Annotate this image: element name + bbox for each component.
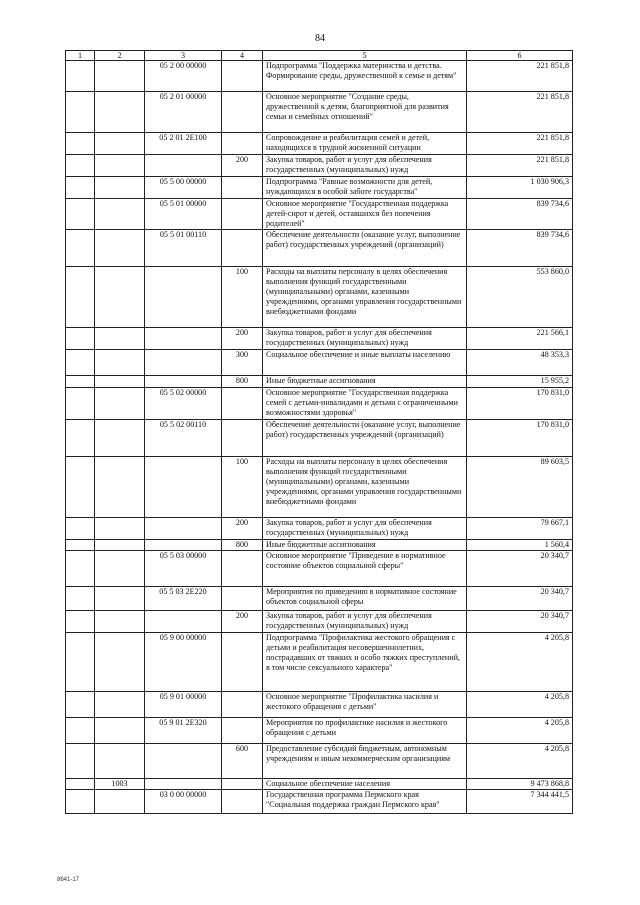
- subsection-code-cell: 1003: [95, 779, 145, 790]
- target-code-cell: 05 5 01 00110: [145, 230, 222, 267]
- target-code-cell: [145, 540, 222, 551]
- target-code-cell: 05 5 02 00000: [145, 388, 222, 420]
- subsection-code-cell: [95, 457, 145, 518]
- target-code-cell: 05 5 02 00110: [145, 420, 222, 457]
- expense-type-cell: [222, 230, 263, 267]
- expense-type-cell: [222, 587, 263, 611]
- amount-cell: 221 851,8: [467, 61, 573, 92]
- table-row: [66, 611, 573, 633]
- description-cell: Основное мероприятие "Государственная поддержка детей-сирот и детей, оставшихся без попечения родителей": [263, 199, 467, 230]
- target-code-cell: [145, 457, 222, 518]
- section-cell: [66, 633, 95, 692]
- table-body: [66, 61, 573, 814]
- description-cell: Закупка товаров, работ и услуг для обеспечения государственных (муниципальных) нужд: [263, 328, 467, 350]
- amount-cell: 20 340,7: [467, 551, 573, 587]
- amount-cell: 221 851,8: [467, 92, 573, 133]
- target-code-cell: [145, 155, 222, 177]
- budget-table: [65, 50, 573, 814]
- description-cell: Расходы на выплаты персоналу в целях обеспечения выполнения функций государственными (муниципальными) органами, казенными учреждениями, органами управления государственными внебюджетными фондами: [263, 457, 467, 518]
- expense-type-cell: 100: [222, 457, 263, 518]
- description-cell: Закупка товаров, работ и услуг для обеспечения государственных (муниципальных) нужд: [263, 518, 467, 540]
- subsection-code-cell: [95, 328, 145, 350]
- expense-type-cell: 200: [222, 611, 263, 633]
- expense-type-cell: [222, 633, 263, 692]
- header-col-6: 6: [467, 51, 573, 61]
- table-row: [66, 267, 573, 328]
- amount-cell: 221 566,1: [467, 328, 573, 350]
- table-row: [66, 155, 573, 177]
- target-code-cell: 05 2 01 2Е100: [145, 133, 222, 155]
- table-row: [66, 61, 573, 92]
- section-cell: [66, 611, 95, 633]
- target-code-cell: 05 2 00 00000: [145, 61, 222, 92]
- target-code-cell: 05 9 01 2Е320: [145, 718, 222, 744]
- description-cell: Расходы на выплаты персоналу в целях обеспечения выполнения функций государственными (муниципальными) органами, казенными учреждениями, органами управления государственными внебюджетными фондами: [263, 267, 467, 328]
- table-row: [66, 744, 573, 779]
- target-code-cell: 03 0 00 00000: [145, 790, 222, 814]
- table-row: [66, 587, 573, 611]
- target-code-cell: [145, 611, 222, 633]
- section-cell: [66, 388, 95, 420]
- description-cell: Социальное обеспечение и иные выплаты населению: [263, 350, 467, 376]
- subsection-code-cell: [95, 540, 145, 551]
- section-cell: [66, 328, 95, 350]
- header-col-1: 1: [66, 51, 95, 61]
- expense-type-cell: 200: [222, 328, 263, 350]
- section-cell: [66, 177, 95, 199]
- target-code-cell: [145, 518, 222, 540]
- table-row: [66, 790, 573, 814]
- table-row: [66, 177, 573, 199]
- target-code-cell: [145, 744, 222, 779]
- expense-type-cell: [222, 133, 263, 155]
- table-row: [66, 92, 573, 133]
- table-row: [66, 518, 573, 540]
- table-row: [66, 230, 573, 267]
- section-cell: [66, 718, 95, 744]
- expense-type-cell: [222, 790, 263, 814]
- subsection-code-cell: [95, 177, 145, 199]
- table-row: [66, 718, 573, 744]
- expense-type-cell: [222, 718, 263, 744]
- description-cell: Мероприятия по профилактике насилия и жестокого обращения с детьми: [263, 718, 467, 744]
- description-cell: Иные бюджетные ассигнования: [263, 540, 467, 551]
- amount-cell: 79 667,1: [467, 518, 573, 540]
- section-cell: [66, 92, 95, 133]
- section-cell: [66, 457, 95, 518]
- expense-type-cell: [222, 177, 263, 199]
- amount-cell: 7 344 441,5: [467, 790, 573, 814]
- expense-type-cell: 300: [222, 350, 263, 376]
- subsection-code-cell: [95, 133, 145, 155]
- section-cell: [66, 587, 95, 611]
- description-cell: Обеспечение деятельности (оказание услуг, выполнение работ) государственных учреждений (организаций): [263, 230, 467, 267]
- subsection-code-cell: [95, 267, 145, 328]
- description-cell: Государственная программа Пермского края "Социальная поддержка граждан Пермского края": [263, 790, 467, 814]
- amount-cell: 9 473 868,8: [467, 779, 573, 790]
- description-cell: Основное мероприятие "Приведение в нормативное состояние объектов социальной сферы": [263, 551, 467, 587]
- expense-type-cell: 800: [222, 376, 263, 388]
- target-code-cell: [145, 350, 222, 376]
- section-cell: [66, 540, 95, 551]
- amount-cell: 48 353,3: [467, 350, 573, 376]
- target-code-cell: 05 5 01 00000: [145, 199, 222, 230]
- description-cell: Основное мероприятие "Создание среды, дружественной к детям, благоприятной для развития семьи и семейных отношений": [263, 92, 467, 133]
- subsection-code-cell: [95, 420, 145, 457]
- table-row: [66, 376, 573, 388]
- subsection-code-cell: [95, 551, 145, 587]
- expense-type-cell: 600: [222, 744, 263, 779]
- amount-cell: 4 205,8: [467, 692, 573, 718]
- amount-cell: 4 205,8: [467, 718, 573, 744]
- description-cell: Закупка товаров, работ и услуг для обеспечения государственных (муниципальных) нужд: [263, 155, 467, 177]
- subsection-code-cell: [95, 587, 145, 611]
- amount-cell: 553 860,0: [467, 267, 573, 328]
- target-code-cell: 05 5 00 00000: [145, 177, 222, 199]
- table-row: [66, 388, 573, 420]
- section-cell: [66, 230, 95, 267]
- footer-code: 8641-17: [57, 877, 80, 883]
- amount-cell: 170 831,0: [467, 388, 573, 420]
- description-cell: Мероприятия по приведению в нормативное состояние объектов социальной сферы: [263, 587, 467, 611]
- subsection-code-cell: [95, 633, 145, 692]
- subsection-code-cell: [95, 376, 145, 388]
- amount-cell: 839 734,6: [467, 230, 573, 267]
- expense-type-cell: [222, 199, 263, 230]
- subsection-code-cell: [95, 790, 145, 814]
- description-cell: Предоставление субсидий бюджетным, автономным учреждениям и иным некоммерческим организациям: [263, 744, 467, 779]
- header-row: [66, 51, 573, 61]
- expense-type-cell: [222, 420, 263, 457]
- amount-cell: 4 205,8: [467, 633, 573, 692]
- table-row: [66, 779, 573, 790]
- section-cell: [66, 199, 95, 230]
- expense-type-cell: 800: [222, 540, 263, 551]
- subsection-code-cell: [95, 92, 145, 133]
- section-cell: [66, 350, 95, 376]
- section-cell: [66, 61, 95, 92]
- description-cell: Закупка товаров, работ и услуг для обеспечения государственных (муниципальных) нужд: [263, 611, 467, 633]
- target-code-cell: [145, 328, 222, 350]
- table-row: [66, 420, 573, 457]
- amount-cell: 20 340,7: [467, 611, 573, 633]
- expense-type-cell: 200: [222, 155, 263, 177]
- table-row: [66, 551, 573, 587]
- section-cell: [66, 551, 95, 587]
- target-code-cell: 05 2 01 00000: [145, 92, 222, 133]
- section-cell: [66, 133, 95, 155]
- header-col-5: 5: [263, 51, 467, 61]
- amount-cell: 221 851,8: [467, 155, 573, 177]
- expense-type-cell: [222, 692, 263, 718]
- subsection-code-cell: [95, 611, 145, 633]
- header-col-2: 2: [95, 51, 145, 61]
- table-row: [66, 540, 573, 551]
- target-code-cell: 05 9 01 00000: [145, 692, 222, 718]
- target-code-cell: [145, 779, 222, 790]
- expense-type-cell: [222, 388, 263, 420]
- description-cell: Подпрограмма "Равные возможности для детей, нуждающихся в особой заботе государства": [263, 177, 467, 199]
- target-code-cell: 05 5 03 2Е220: [145, 587, 222, 611]
- subsection-code-cell: [95, 718, 145, 744]
- description-cell: Социальное обеспечение населения: [263, 779, 467, 790]
- section-cell: [66, 420, 95, 457]
- target-code-cell: 05 5 03 00000: [145, 551, 222, 587]
- amount-cell: 170 831,0: [467, 420, 573, 457]
- description-cell: Подпрограмма "Поддержка материнства и детства. Формирование среды, дружественной к семье и детям": [263, 61, 467, 92]
- table-row: [66, 633, 573, 692]
- subsection-code-cell: [95, 230, 145, 267]
- subsection-code-cell: [95, 388, 145, 420]
- amount-cell: 4 205,8: [467, 744, 573, 779]
- target-code-cell: [145, 376, 222, 388]
- table-row: [66, 457, 573, 518]
- section-cell: [66, 744, 95, 779]
- subsection-code-cell: [95, 518, 145, 540]
- description-cell: Подпрограмма "Профилактика жестокого обращения с детьми и реабилитация несовершеннолетних, пострадавших от тяжких и особо тяжких преступлений, в том числе сексуального характера": [263, 633, 467, 692]
- description-cell: Сопровождение и реабилитация семей и детей, находящихся в трудной жизненной ситуации: [263, 133, 467, 155]
- amount-cell: 89 603,5: [467, 457, 573, 518]
- section-cell: [66, 155, 95, 177]
- description-cell: Иные бюджетные ассигнования: [263, 376, 467, 388]
- section-cell: [66, 790, 95, 814]
- amount-cell: 1 560,4: [467, 540, 573, 551]
- subsection-code-cell: [95, 692, 145, 718]
- amount-cell: 15 955,2: [467, 376, 573, 388]
- table-row: [66, 350, 573, 376]
- table-row: [66, 199, 573, 230]
- expense-type-cell: 200: [222, 518, 263, 540]
- subsection-code-cell: [95, 350, 145, 376]
- description-cell: Основное мероприятие "Профилактика насилия и жестокого обращения с детьми": [263, 692, 467, 718]
- amount-cell: 839 734,6: [467, 199, 573, 230]
- section-cell: [66, 779, 95, 790]
- page-number: 84: [315, 33, 325, 44]
- subsection-code-cell: [95, 744, 145, 779]
- header-col-4: 4: [222, 51, 263, 61]
- table-row: [66, 692, 573, 718]
- table-row: [66, 133, 573, 155]
- description-cell: Основное мероприятие "Государственная поддержка семей с детьми-инвалидами и детьми с ограниченными возможностями здоровья": [263, 388, 467, 420]
- expense-type-cell: [222, 551, 263, 587]
- target-code-cell: 05 9 00 00000: [145, 633, 222, 692]
- expense-type-cell: [222, 779, 263, 790]
- amount-cell: 1 030 906,3: [467, 177, 573, 199]
- section-cell: [66, 376, 95, 388]
- expense-type-cell: 100: [222, 267, 263, 328]
- subsection-code-cell: [95, 199, 145, 230]
- section-cell: [66, 267, 95, 328]
- table-row: [66, 328, 573, 350]
- expense-type-cell: [222, 92, 263, 133]
- subsection-code-cell: [95, 155, 145, 177]
- expense-type-cell: [222, 61, 263, 92]
- amount-cell: 20 340,7: [467, 587, 573, 611]
- description-cell: Обеспечение деятельности (оказание услуг, выполнение работ) государственных учреждений (организаций): [263, 420, 467, 457]
- header-col-3: 3: [145, 51, 222, 61]
- section-cell: [66, 518, 95, 540]
- section-cell: [66, 692, 95, 718]
- target-code-cell: [145, 267, 222, 328]
- subsection-code-cell: [95, 61, 145, 92]
- amount-cell: 221 851,8: [467, 133, 573, 155]
